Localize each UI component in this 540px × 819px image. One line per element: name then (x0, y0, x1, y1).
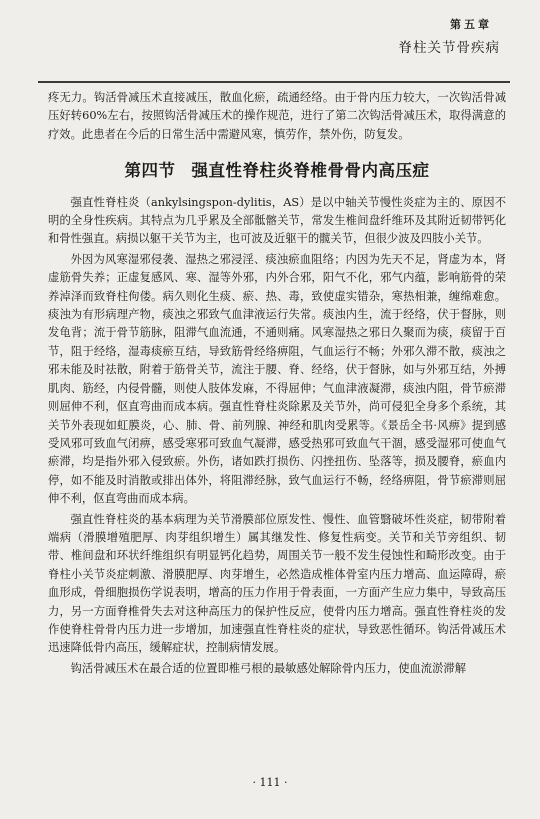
header-rule (38, 81, 510, 83)
chapter-label: 第五章 (450, 18, 492, 31)
paragraph-continuation: 疼无力。钩活骨减压术直接减压，散血化瘀，疏通经络。由于骨内压力较大，一次钩活骨减压好转60%左右，按照钩活骨减压术的操作规范，进行了第二次钩活骨减压术，取得满意的疗效。此患者在今后的日常生活中需避风寒，慎劳作，禁外伤，防复发。 (48, 91, 506, 141)
paragraph-pathology: 强直性脊柱炎的基本病理为关节滑膜部位原发性、慢性、血管翳破坏性炎症，韧带附着端病（滑膜增殖肥厚、肉芽组织增生）属其继发性、修复性病变。关节和关节旁组织、韧带、椎间盘和环状纤维组织有明显钙化趋势，周围关节一般不发生侵蚀性和畸形改变。由于脊柱小关节炎症刺激、滑膜肥厚、肉芽增生，必然造成椎体骨室内压力增高、血运障碍，瘀血形成，骨细胞损伤学说表明，增高的压力作用于骨表面，一方面产生应力集中，导致高压力，另一方面脊椎骨失去对这种高压力的保护性反应，使骨内压力增高。强直性脊柱炎的发作使脊柱骨骨内压力进一步增加，加速强直性脊柱炎的症状，导致恶性循环。钩活骨减压术迅速降低骨内高压，缓解症状，控制病情发展。 (48, 512, 506, 655)
chapter-title: 脊柱关节骨疾病 (398, 40, 500, 56)
page-body (48, 89, 506, 680)
section-number: 第四节 (124, 161, 176, 181)
section-heading (48, 162, 506, 180)
section-title: 强直性脊柱炎脊椎骨骨内高压症 (191, 161, 430, 181)
paragraph-definition: 强直性脊柱炎（ankylsingspon-dylitis，AS）是以中轴关节慢性炎症为主的、原因不明的全身性疾病。其特点为几乎累及全部骶髂关节，常发生椎间盘纤维环及其附近韧带钙化和骨性强直。病损以躯干关节为主，也可波及近躯干的髋关节，但很少波及四肢小关节。 (48, 195, 506, 246)
paragraph-treatment: 钩活骨减压术在最合适的位置即椎弓根的最敏感处解除骨内压力，使血流淤滞解 (70, 661, 466, 675)
page-number: · 111 · (252, 776, 288, 789)
paragraph-etiology: 外因为风寒湿邪侵袭、湿热之邪浸淫、痰浊瘀血阻络；内因为先天不足，肾虚为本，肾虚筋骨失养；正虚复感风、寒、湿等外邪，内外合邪，阳气不化，邪气内蕴，影响筋骨的荣养淖泽而致脊柱佝偻。病久则化生痰、瘀、热、毒，致使虚实错杂，寒热相兼，缠绵难愈。痰浊为有形病理产物，痰浊之邪致气血津液运行失常。痰浊内生，流于经络，伏于督脉，则发龟背；流于骨节筋脉，阻滞气血流通，不通则痛。风寒湿热之邪日久聚而为痰，痰留于百节，阻于经络，湿毒痰瘀互结，导致筋骨经络痹阻，气血运行不畅；外邪久滞不散，痰浊之邪未能及时祛散，附着于筋骨关节，流注于腰、脊、经络，伏于督脉，如与外邪互结，外搏肌肉、筋经，内侵骨髓，则使人肢体发麻，不得屈伸；气血津液凝滞，痰浊内阻，骨节瘀滞则屈伸不利，伛直弯曲而成本病。强直性脊柱炎除累及关节外，尚可侵犯全身多个系统，其关节外表现如虹膜炎，心、肺、骨、前列腺、神经和肌肉受累等。《景岳全书·风痹》提到感受风邪可致血气闭痹，感受寒邪可致血气凝滞，感受热邪可致血气干涸，感受湿邪可使血气瘀滞，均是指外邪入侵致瘀。外伤，诸如跌打损伤、闪挫扭伤、坠落等，损及腰脊，瘀血内停，如不能及时消散或排出体外，将阻滞经脉，致气血运行不畅，经络痹阻，骨节瘀滞则屈伸不利，伛直弯曲而成本病。 (48, 252, 506, 506)
